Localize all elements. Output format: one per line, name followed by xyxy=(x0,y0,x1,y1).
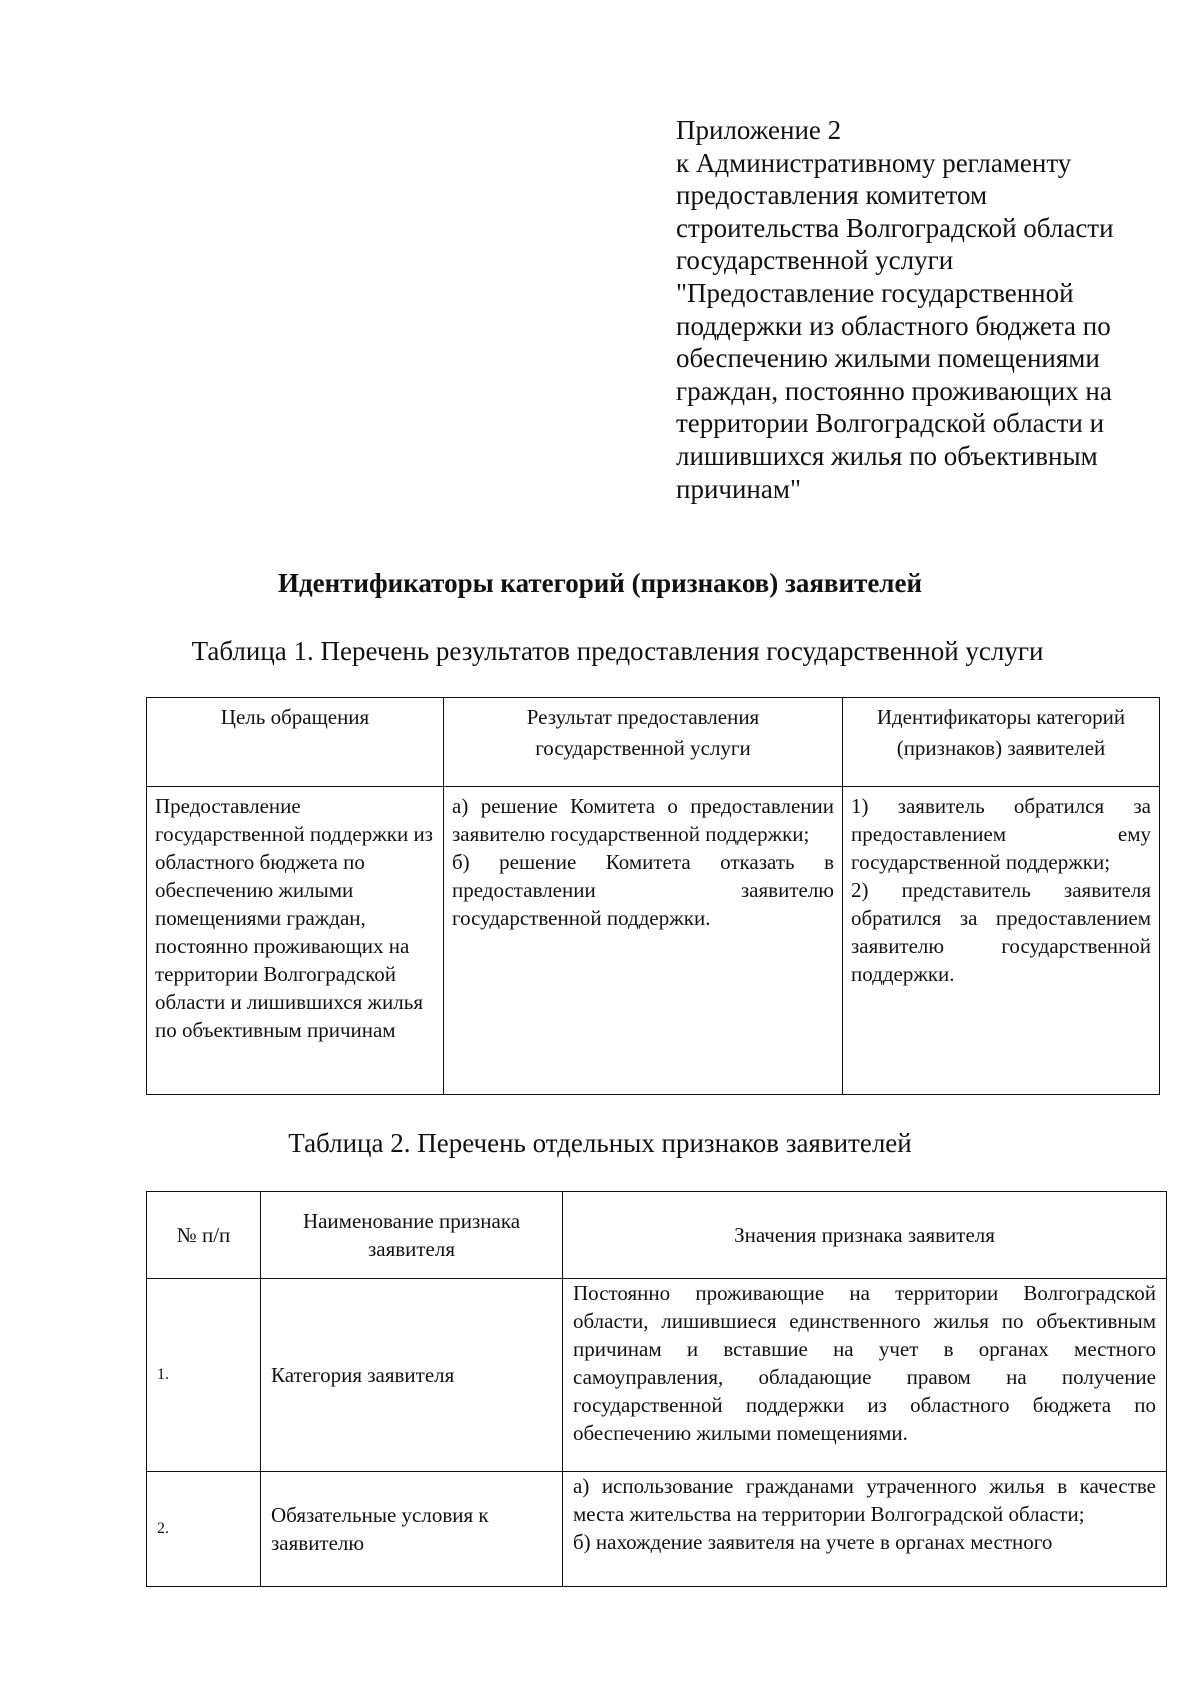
feature-value-line: а) использование гражданами утраченного жилья в качестве места жительства на территории Волгоградской области; xyxy=(573,1474,1156,1526)
table-row xyxy=(147,787,1160,1095)
document-title: Идентификаторы категорий (признаков) заявителей xyxy=(277,568,923,598)
column-header-feature-name: Наименование признака заявителя xyxy=(261,1192,563,1279)
column-header-goal: Цель обращения xyxy=(147,698,444,787)
cell-result: а) решение Комитета о предоставлении заявителю государственной поддержки; б) решение Комитета отказать в предоставлении заявителю государственной поддержки. xyxy=(444,787,843,1095)
feature-name: Обязательные условия к заявителю xyxy=(261,1472,563,1587)
feature-value xyxy=(563,1472,1167,1587)
feature-name: Категория заявителя xyxy=(261,1279,563,1472)
appendix-header: Приложение 2 к Административному регламенту предоставления комитетом строительства Волгоградской области государственной услуги "Предоставление государственной поддержки из областного бюджета по обеспечению жилыми помещениями граждан, постоянно проживающих на территории Волгоградской области и лишившихся жилья по объективным причинам" xyxy=(676,115,1114,504)
table-header-row xyxy=(147,1192,1167,1279)
table-header-row xyxy=(147,698,1160,787)
table-row xyxy=(147,1472,1167,1587)
feature-value-line: б) нахождение заявителя на учете в органах местного xyxy=(573,1530,1053,1554)
row-number: 2. xyxy=(147,1472,261,1587)
cell-identifiers: 1) заявитель обратился за предоставлением ему государственной поддержки; 2) представитель заявителя обратился за предоставлением заявителю государственной поддержки. xyxy=(843,787,1160,1095)
table1-caption: Таблица 1. Перечень результатов предоставления государственной услуги xyxy=(191,636,1044,666)
feature-value: Постоянно проживающие на территории Волгоградской области, лишившиеся единственного жилья по объективным причинам и вставшие на учет в органах местного самоуправления, обладающие правом на получение государственной поддержки из областного бюджета по обеспечению жилыми помещениями. xyxy=(563,1279,1167,1472)
table-row xyxy=(147,1279,1167,1472)
cell-goal: Предоставление государственной поддержки из областного бюджета по обеспечению жилыми помещениями граждан, постоянно проживающих на территории Волгоградской области и лишившихся жилья по объективным причинам xyxy=(147,787,444,1095)
column-header-result: Результат предоставления государственной услуги xyxy=(444,698,843,787)
column-header-number: № п/п xyxy=(147,1192,261,1279)
applicant-features-table xyxy=(146,1191,1167,1587)
column-header-feature-values: Значения признака заявителя xyxy=(563,1192,1167,1279)
row-number: 1. xyxy=(147,1279,261,1472)
results-table xyxy=(146,697,1160,1095)
column-header-identifiers: Идентификаторы категорий (признаков) заявителей xyxy=(843,698,1160,787)
table2-caption: Таблица 2. Перечень отдельных признаков заявителей xyxy=(288,1128,912,1158)
